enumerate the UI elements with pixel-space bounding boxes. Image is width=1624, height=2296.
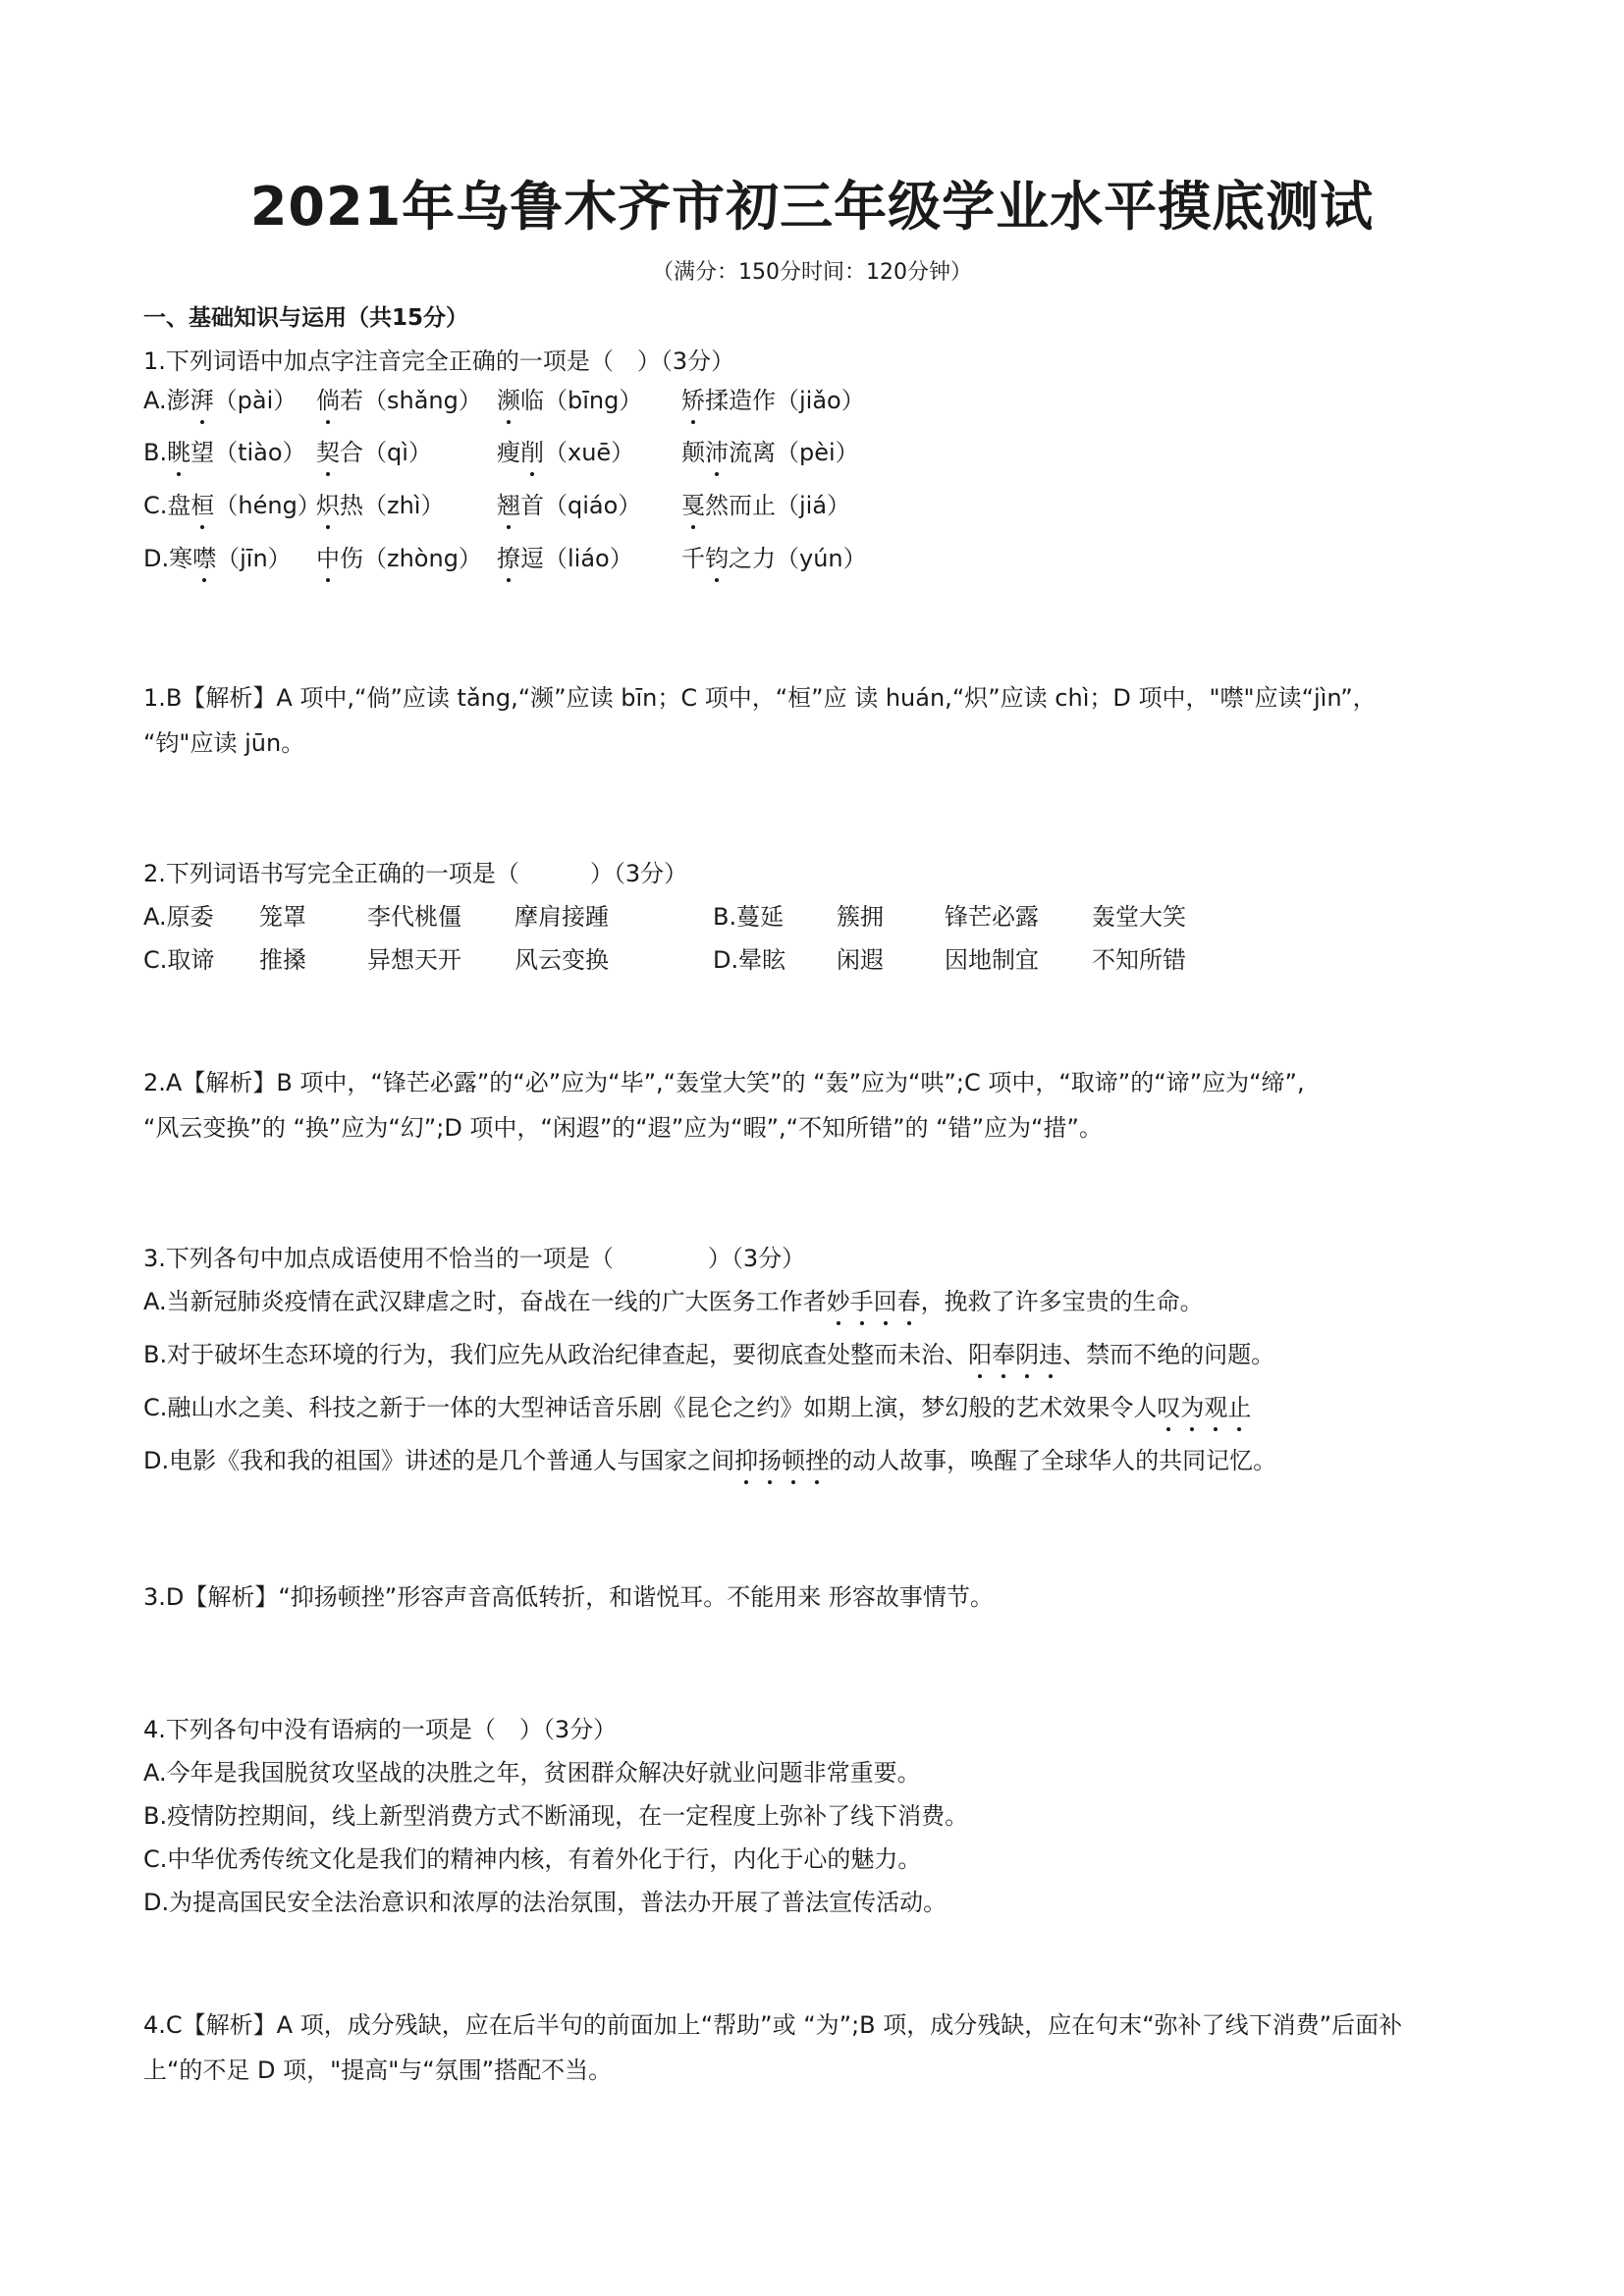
option-label: A. [143, 387, 167, 414]
word-text: 寒 [169, 545, 193, 572]
q1-option-word [497, 486, 641, 520]
q2-option-word: 轰堂大笑 [1092, 903, 1186, 931]
page-subtitle: （满分：150分时间：120分钟） [652, 260, 972, 285]
dotted-char: 阴 [1015, 1335, 1039, 1369]
option-text [143, 1394, 1251, 1421]
q1-option-word [497, 433, 634, 467]
word [169, 545, 292, 572]
q1-option-word [316, 486, 444, 520]
q3-option [143, 1335, 1274, 1369]
word-text: D.电影《我和我的祖国》讲述的是几个普通人与国家之间 [143, 1447, 735, 1474]
dotted-char: 为 [1180, 1388, 1204, 1422]
q2-option-word: A.原委 [143, 903, 214, 931]
q2-option-word: B.蔓延 [713, 903, 785, 931]
analysis-line: 2.A【解析】B 项中，“锋芒必露”的“必”应为“毕”,“轰堂大笑”的 “轰”应为“哄”;C 项中，“取谛”的“谛”应为“缔”, [143, 1069, 1305, 1096]
word [681, 545, 867, 572]
word-text: 瘦 [497, 439, 520, 466]
word [316, 439, 432, 466]
dotted-char: 桓 [190, 486, 214, 520]
dotted-char: 止 [1227, 1388, 1251, 1422]
word-text: 、禁而不绝的问题。 [1062, 1341, 1275, 1368]
word-text: 伤（zhòng） [340, 545, 482, 572]
q3-option [143, 1388, 1251, 1422]
word-text: （pài） [213, 387, 298, 414]
q2-stem: 2.下列词语书写完全正确的一项是（ ）（3分） [143, 860, 688, 887]
word [167, 387, 298, 414]
word [497, 387, 642, 414]
q4-option: C.中华优秀传统文化是我们的精神内核，有着外化于行，内化于心的魅力。 [143, 1845, 922, 1873]
dotted-char: 顿 [782, 1441, 805, 1475]
q2-option-word: 因地制宜 [945, 946, 1039, 974]
word-text: A.当新冠肺炎疫情在武汉肆虐之时，奋战在一线的广大医务工作者 [143, 1288, 827, 1315]
dotted-char: 眺 [167, 433, 190, 467]
dotted-char: 手 [850, 1282, 874, 1316]
q1-option-word [497, 539, 633, 573]
word [316, 492, 444, 519]
dotted-char: 湃 [190, 381, 214, 415]
q3-option [143, 1441, 1276, 1475]
word-text: 盘 [167, 492, 191, 519]
word-text: （héng） [214, 492, 321, 519]
word [167, 492, 320, 519]
q4-option: A.今年是我国脱贫攻坚战的决胜之年，贫困群众解决好就业问题非常重要。 [143, 1759, 921, 1787]
option-label: B. [143, 439, 168, 466]
word-text: 澎 [166, 387, 190, 414]
word-text: 然而止（jiá） [705, 492, 851, 519]
word [681, 387, 865, 414]
q1-option-word [497, 381, 642, 415]
word-text: 的动人故事，唤醒了全球华人的共同记忆。 [829, 1447, 1277, 1474]
word-text: 揉造作（jiǎo） [705, 387, 865, 414]
word-text: 千 [681, 545, 705, 572]
option-label: C. [143, 492, 168, 519]
q4-option: D.为提高国民安全法治意识和浓厚的法治氛围，普法办开展了普法宣传活动。 [143, 1889, 947, 1916]
dotted-char: 噤 [192, 539, 216, 573]
page-title: 2021年乌鲁木齐市初三年级学业水平摸底测试 [249, 176, 1375, 238]
word-text: 之力（yún） [729, 545, 867, 572]
word-text: 望（tiào） [190, 439, 306, 466]
analysis-line: 4.C【解析】A 项，成分残缺，应在后半句的前面加上“帮助”或 “为”;B 项，成分残缺，应在句末“弥补了线下消费”后面补 [143, 2011, 1403, 2039]
word-text: 逗（liáo） [520, 545, 633, 572]
q2-option-word: 异想天开 [367, 946, 461, 974]
dotted-char: 违 [1039, 1335, 1062, 1369]
dotted-char: 钧 [705, 539, 729, 573]
q2-option-word: 摩肩接踵 [514, 903, 609, 931]
q1-option-word [143, 381, 297, 415]
q3-option [143, 1282, 1204, 1316]
word-text: （jīn） [216, 545, 292, 572]
q2-option-word: D.晕眩 [713, 946, 786, 974]
q1-option-word [143, 539, 292, 573]
word-text: C.融山水之美、科技之新于一体的大型神话音乐剧《昆仑之约》如期上演，梦幻般的艺术效果令人 [143, 1394, 1158, 1421]
dotted-char: 挫 [805, 1441, 829, 1475]
q1-option-word [316, 381, 482, 415]
dotted-char: 倘 [316, 381, 340, 415]
dotted-char: 炽 [316, 486, 340, 520]
word [497, 545, 633, 572]
dotted-char: 戛 [681, 486, 705, 520]
dotted-char: 中 [316, 539, 340, 573]
dotted-char: 妙 [827, 1282, 850, 1316]
q1-option-word [681, 433, 859, 467]
word [167, 439, 305, 466]
q3-analysis [143, 1575, 1538, 1620]
q1-option-word [316, 539, 482, 573]
word-text: 流离（pèi） [729, 439, 859, 466]
word-text: B.对于破坏生态环境的行为，我们应先从政治纪律查起，要彻底查处整而未治、 [143, 1341, 969, 1368]
q3-stem: 3.下列各句中加点成语使用不恰当的一项是（ ）（3分） [143, 1245, 806, 1272]
dotted-char: 契 [316, 433, 340, 467]
dotted-char: 矫 [681, 381, 705, 415]
q1-option-word [681, 539, 867, 573]
q1-stem: 1.下列词语中加点字注音完全正确的一项是（ ）（3分） [143, 347, 735, 375]
word [497, 492, 641, 519]
dotted-char: 扬 [758, 1441, 782, 1475]
dotted-char: 叹 [1157, 1388, 1180, 1422]
q2-option-word: 笼罩 [259, 903, 306, 931]
dotted-char: 濒 [497, 381, 520, 415]
word [681, 439, 859, 466]
analysis-line: 上“的不足 D 项，"提高"与“氛围”搭配不当。 [143, 2056, 613, 2084]
word [497, 439, 634, 466]
word-text: 热（zhì） [340, 492, 445, 519]
option-label: D. [143, 545, 170, 572]
option-text [143, 1341, 1274, 1368]
dotted-char: 观 [1204, 1388, 1227, 1422]
analysis-line: “风云变换”的 “换”应为“幻”;D 项中，“闲遐”的“遐”应为“暇”,“不知所错”的 “错”应为“措”。 [143, 1114, 1103, 1142]
word-text: 若（shǎng） [340, 387, 482, 414]
dotted-char: 回 [874, 1282, 897, 1316]
option-text [143, 1447, 1276, 1474]
dotted-char: 抑 [734, 1441, 758, 1475]
dotted-char: 阳 [968, 1335, 992, 1369]
dotted-char: 翘 [497, 486, 520, 520]
q2-option-word: 推搡 [259, 946, 306, 974]
word [316, 387, 482, 414]
dotted-char: 春 [897, 1282, 921, 1316]
q4-stem: 4.下列各句中没有语病的一项是（ ）（3分） [143, 1716, 618, 1743]
word-text: ，挽救了许多宝贵的生命。 [920, 1288, 1204, 1315]
analysis-line: 1.B【解析】A 项中,“倘”应读 tǎng,“濒”应读 bīn；C 项中，“桓”应 读 huán,“炽”应读 chì；D 项中，"噤"应读“jìn”， [143, 684, 1377, 712]
q1-option-word [681, 381, 865, 415]
q1-option-word [143, 433, 306, 467]
q2-option-word: 李代桃僵 [367, 903, 461, 931]
q2-option-word: 不知所错 [1092, 946, 1186, 974]
word-text: （xuē） [544, 439, 635, 466]
analysis-line: 3.D【解析】“抑扬顿挫”形容声音高低转折，和谐悦耳。不能用来 形容故事情节。 [143, 1583, 994, 1611]
dotted-char: 奉 [992, 1335, 1015, 1369]
option-text [143, 1288, 1204, 1315]
q2-option-word: 锋芒必露 [945, 903, 1039, 931]
word-text: 合（qì） [340, 439, 432, 466]
word [316, 545, 482, 572]
q1-option-word [316, 433, 432, 467]
word [681, 492, 850, 519]
q2-option-word: 簇拥 [837, 903, 884, 931]
word-text: 首（qiáo） [520, 492, 642, 519]
word-text: 临（bīng） [520, 387, 643, 414]
q2-analysis [143, 1060, 1538, 1150]
q2-option-word: C.取谛 [143, 946, 215, 974]
q2-option-word: 闲遐 [837, 946, 884, 974]
section-heading: 一、基础知识与运用（共15分） [143, 305, 469, 331]
word-text: 颠 [681, 439, 705, 466]
analysis-line: “钧"应读 jūn。 [143, 729, 305, 757]
q2-option-word: 风云变换 [514, 946, 609, 974]
q4-option: B.疫情防控期间，线上新型消费方式不断涌现，在一定程度上弥补了线下消费。 [143, 1802, 969, 1830]
dotted-char: 撩 [497, 539, 520, 573]
q1-option-word [681, 486, 850, 520]
dotted-char: 削 [520, 433, 544, 467]
q4-analysis [143, 2002, 1538, 2093]
q1-analysis [143, 675, 1538, 766]
q1-option-word [143, 486, 321, 520]
dotted-char: 沛 [705, 433, 729, 467]
